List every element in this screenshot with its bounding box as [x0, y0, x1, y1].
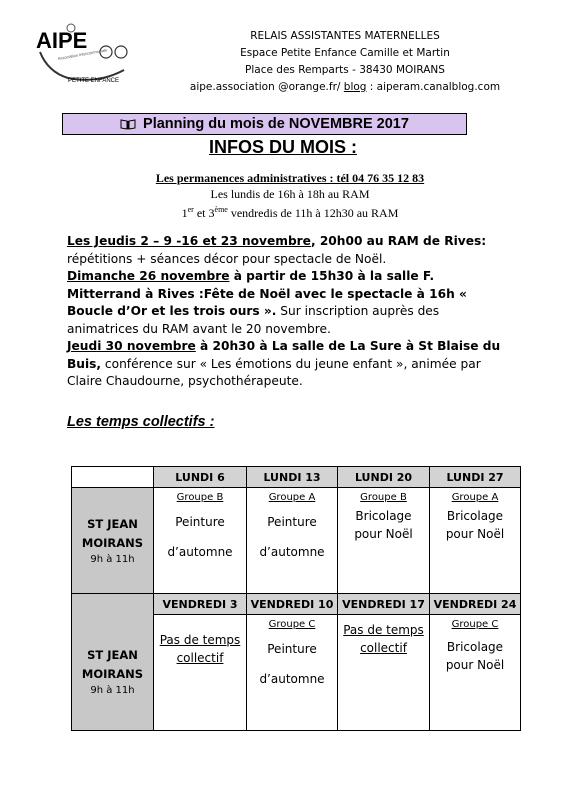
title-banner: [62, 113, 467, 135]
permanences-ord2: et 3: [193, 206, 215, 220]
event-item: [67, 233, 507, 268]
logo-ring-text: Association Intercommunale: [57, 47, 108, 61]
event-desc: conférence sur « Les émotions du jeune enfant », animée par Claire Chaudourne, psychothérapeute.: [67, 356, 481, 388]
activity-cell: [154, 488, 247, 594]
location-name: MOIRANS: [81, 535, 144, 550]
infos-title: INFOS DU MOIS: [208, 137, 346, 157]
day-header: VENDREDI 3: [154, 594, 247, 615]
logo-bottom-text: PETITE ENFANCE: [68, 78, 120, 84]
header-line2: Espace Petite Enfance Camille et Martin: [240, 47, 450, 59]
schedule-row: [72, 488, 521, 594]
activity-line: collectif: [176, 651, 224, 665]
activity-line: Bricolage: [446, 640, 504, 654]
collectifs-heading: Les temps collectifs :: [67, 414, 215, 430]
group-label: Groupe A: [268, 492, 316, 503]
location-cell: [72, 615, 154, 731]
event-place: à 20h30 à La salle de La Sure à St Blaise du Buis,: [67, 339, 501, 371]
event-desc: répétitions + séances décor pour spectacle de Noël.: [67, 251, 387, 266]
activity-line: Peinture: [267, 515, 317, 529]
event-date: Dimanche 26 novembre: [67, 269, 230, 283]
event-item: [67, 268, 507, 338]
activity-line: Bricolage: [446, 509, 504, 523]
activity-cell: [338, 488, 430, 594]
activity-cell: [430, 615, 521, 731]
header-blog-url[interactable]: : aiperam.canalblog.com: [366, 81, 501, 93]
activity-line: d’automne: [259, 672, 325, 686]
infos-heading: [0, 137, 566, 158]
permanences-block: [110, 170, 470, 221]
day-header: VENDREDI 17: [338, 594, 430, 615]
day-header: VENDREDI 10: [247, 594, 338, 615]
location-name: MOIRANS: [81, 667, 144, 682]
activity-cell: [338, 615, 430, 731]
group-label: Groupe A: [451, 492, 499, 503]
group-label: Groupe B: [360, 492, 407, 503]
group-label: Groupe C: [451, 619, 499, 630]
book-icon: [120, 119, 136, 130]
location-name: ST JEAN: [87, 648, 138, 663]
event-item: [67, 338, 507, 391]
permanences-ord1: 1: [181, 206, 188, 220]
table-corner: [72, 594, 154, 615]
activity-line: pour Noël: [354, 527, 413, 541]
permanences-line2-rest: vendredis de 11h à 12h30 au RAM: [227, 206, 399, 220]
location-name: ST JEAN: [87, 516, 138, 531]
activity-line: d’automne: [167, 545, 233, 559]
location-hours: 9h à 11h: [90, 685, 135, 697]
day-header: LUNDI 27: [430, 467, 521, 488]
activity-line: Peinture: [175, 515, 225, 529]
activity-cell: [154, 615, 247, 731]
infos-colon: :: [346, 137, 357, 157]
activity-cell: [247, 488, 338, 594]
header-contact: [160, 79, 530, 96]
permanences-line1: Les lundis de 16h à 18h au RAM: [210, 187, 370, 201]
activity-line: Pas de temps: [343, 623, 424, 637]
permanences-title: Les permanences administratives : tél 04 76 35 12 83: [155, 171, 425, 185]
schedule-header-row: [72, 467, 521, 488]
logo-name: AIPE: [36, 28, 88, 53]
activity-line: pour Noël: [445, 527, 505, 541]
header-email[interactable]: aipe.association @orange.fr/: [189, 81, 341, 93]
activity-line: Bricolage: [355, 509, 412, 523]
activity-line: Peinture: [267, 642, 317, 656]
header-line1: RELAIS ASSISTANTES MATERNELLES: [250, 30, 440, 42]
location-cell: [72, 488, 154, 594]
banner-title: Planning du mois de NOVEMBRE 2017: [143, 116, 409, 132]
permanences-ord1-sup: er: [187, 205, 194, 214]
day-header: LUNDI 20: [338, 467, 430, 488]
schedule-header-row: [72, 594, 521, 615]
event-place: , 20h00 au RAM de Rives:: [310, 234, 487, 248]
activity-line: collectif: [360, 641, 407, 655]
location-hours: 9h à 11h: [90, 553, 135, 565]
day-header: LUNDI 13: [247, 467, 338, 488]
header-address: [160, 28, 530, 96]
activity-cell: [247, 615, 338, 731]
aipe-logo: [28, 22, 140, 84]
schedule-table: [71, 466, 521, 731]
events-list: [67, 233, 507, 391]
header-blog-label[interactable]: blog: [343, 81, 367, 93]
table-corner: [72, 467, 154, 488]
group-label: Groupe C: [268, 619, 316, 630]
activity-line: Pas de temps: [159, 633, 241, 647]
schedule-row: [72, 615, 521, 731]
activity-cell: [430, 488, 521, 594]
group-label: Groupe B: [176, 492, 224, 503]
day-header: LUNDI 6: [154, 467, 247, 488]
event-date: Les Jeudis 2 – 9 -16 et 23 novembre: [67, 234, 311, 248]
permanences-ord2-sup: ème: [214, 205, 228, 214]
activity-line: pour Noël: [445, 658, 505, 672]
header-line3: Place des Remparts - 38430 MOIRANS: [245, 64, 445, 76]
event-desc: Sur inscription auprès des animatrices du RAM avant le 20 novembre.: [67, 304, 440, 336]
activity-line: d’automne: [259, 545, 325, 559]
permanences-line2: [110, 202, 470, 221]
event-date: Jeudi 30 novembre: [67, 339, 196, 353]
event-place: à partir de 15h30 à la salle F. Mitterrand à Rives :Fête de Noël avec le spectacle à 16h « Boucle d’Or et les trois ours ».: [67, 269, 467, 318]
day-header: VENDREDI 24: [430, 594, 521, 615]
